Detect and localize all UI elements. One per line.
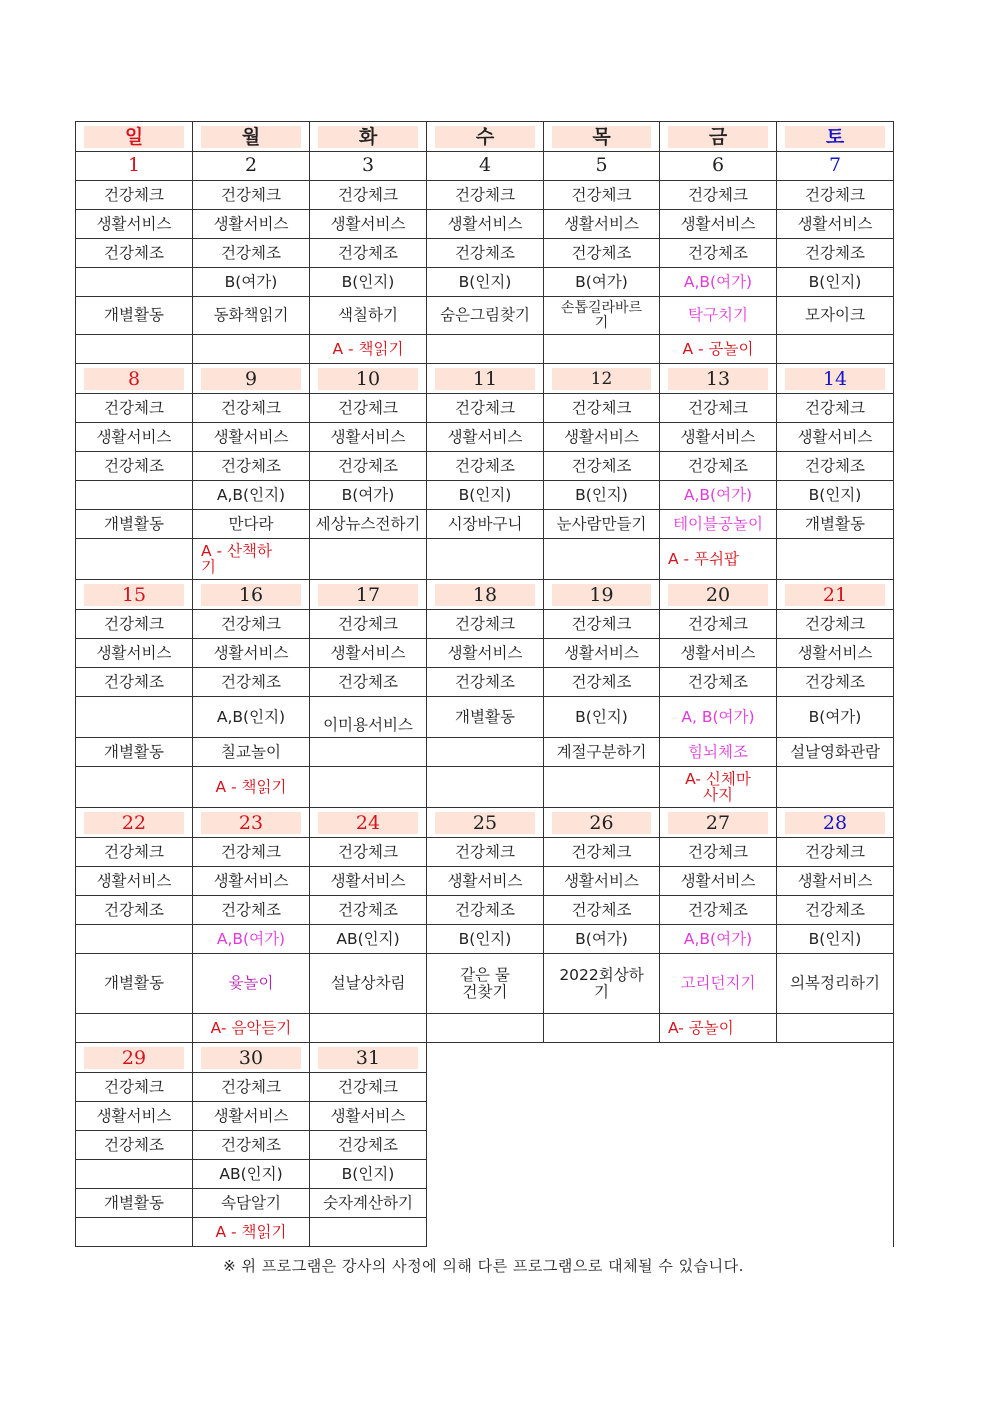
activity-cell: B(인지) — [427, 268, 544, 297]
activity-cell: 생활서비스 — [427, 210, 544, 239]
program-row — [76, 539, 894, 580]
date-cell: 13 — [660, 364, 777, 394]
activity-cell — [310, 738, 427, 767]
activity-cell: 생활서비스 — [193, 867, 310, 896]
activity-cell: 건강체조 — [660, 452, 777, 481]
program-cell: A- 공놀이 — [660, 1014, 777, 1043]
weekday-thu: 목 — [544, 122, 660, 152]
activity-cell: 건강체조 — [193, 452, 310, 481]
activity-cell: 건강체조 — [310, 239, 427, 268]
program-cell — [544, 1014, 660, 1043]
program-cell — [76, 767, 193, 808]
activity-row — [76, 510, 894, 539]
activity-cell: 생활서비스 — [777, 639, 894, 668]
activity-cell: B(인지) — [427, 925, 544, 954]
activity-row — [76, 610, 894, 639]
activity-row — [76, 668, 894, 697]
activity-cell: 생활서비스 — [427, 639, 544, 668]
activity-cell: 생활서비스 — [427, 423, 544, 452]
date-cell: 3 — [310, 152, 427, 181]
activity-cell: 건강체조 — [193, 1131, 310, 1160]
activity-cell: 건강체크 — [193, 838, 310, 867]
activity-cell: 개별활동 — [76, 1189, 193, 1218]
date-cell: 9 — [193, 364, 310, 394]
activity-cell: 건강체조 — [660, 896, 777, 925]
activity-cell: B(여가) — [544, 925, 660, 954]
activity-cell: 설날영화관람 — [777, 738, 894, 767]
activity-cell: 건강체크 — [777, 181, 894, 210]
activity-cell: 건강체조 — [193, 896, 310, 925]
date-cell: 10 — [310, 364, 427, 394]
program-cell — [193, 335, 310, 364]
program-cell — [310, 767, 427, 808]
activity-cell: 개별활동 — [76, 738, 193, 767]
activity-cell: 테이블공놀이 — [660, 510, 777, 539]
activity-cell: 건강체조 — [310, 668, 427, 697]
activity-cell: 건강체조 — [427, 452, 544, 481]
date-cell: 4 — [427, 152, 544, 181]
activity-cell: 건강체크 — [193, 181, 310, 210]
activity-cell: 건강체조 — [544, 452, 660, 481]
activity-cell: 생활서비스 — [544, 210, 660, 239]
date-cell: 22 — [76, 808, 193, 838]
activity-cell: 건강체크 — [660, 610, 777, 639]
date-row — [76, 808, 894, 838]
activity-cell — [76, 268, 193, 297]
activity-cell: A,B(여가) — [193, 925, 310, 954]
program-cell — [76, 335, 193, 364]
program-cell — [544, 767, 660, 808]
activity-row — [76, 268, 894, 297]
date-row — [76, 580, 894, 610]
activity-cell: 건강체크 — [310, 1073, 427, 1102]
date-cell: 30 — [193, 1043, 310, 1073]
date-cell: 14 — [777, 364, 894, 394]
program-cell — [777, 767, 894, 808]
program-cell — [777, 1014, 894, 1043]
activity-cell: 생활서비스 — [660, 639, 777, 668]
activity-cell: 생활서비스 — [777, 867, 894, 896]
activity-cell: 건강체크 — [544, 838, 660, 867]
activity-row — [76, 738, 894, 767]
activity-cell — [76, 1160, 193, 1189]
activity-cell: 건강체크 — [76, 394, 193, 423]
activity-cell: 생활서비스 — [660, 423, 777, 452]
activity-cell: 생활서비스 — [76, 639, 193, 668]
date-cell: 24 — [310, 808, 427, 838]
activity-cell: A,B(여가) — [660, 925, 777, 954]
activity-cell: B(인지) — [777, 268, 894, 297]
activity-cell: 생활서비스 — [427, 867, 544, 896]
activity-cell: 건강체크 — [76, 610, 193, 639]
activity-row — [76, 297, 894, 335]
date-cell: 27 — [660, 808, 777, 838]
activity-cell — [76, 925, 193, 954]
activity-row — [76, 423, 894, 452]
date-row — [76, 152, 894, 181]
activity-cell: AB(인지) — [193, 1160, 310, 1189]
activity-cell: B(인지) — [427, 481, 544, 510]
activity-cell: B(여가) — [544, 268, 660, 297]
activity-row — [76, 639, 894, 668]
activity-cell: 건강체크 — [310, 181, 427, 210]
program-cell — [427, 1014, 544, 1043]
program-cell: A- 음악듣기 — [193, 1014, 310, 1043]
date-cell: 21 — [777, 580, 894, 610]
activity-cell: 생활서비스 — [310, 1102, 427, 1131]
activity-cell: AB(인지) — [310, 925, 427, 954]
activity-row — [76, 452, 894, 481]
activity-cell: B(인지) — [310, 268, 427, 297]
activity-cell: 개별활동 — [427, 697, 544, 738]
program-cell — [310, 1014, 427, 1043]
program-cell — [310, 539, 427, 580]
calendar-table — [75, 121, 894, 1247]
activity-cell: 건강체조 — [310, 452, 427, 481]
activity-cell: 건강체조 — [427, 239, 544, 268]
activity-cell: 건강체조 — [660, 668, 777, 697]
activity-cell: 생활서비스 — [544, 867, 660, 896]
activity-cell: 건강체크 — [193, 610, 310, 639]
date-cell: 5 — [544, 152, 660, 181]
notice-text: ※ 위 프로그램은 강사의 사정에 의해 다른 프로그램으로 대체될 수 있습니다. — [223, 1257, 744, 1275]
activity-cell: 힘뇌체조 — [660, 738, 777, 767]
activity-cell: 칠교놀이 — [193, 738, 310, 767]
activity-row — [76, 697, 894, 738]
date-cell: 20 — [660, 580, 777, 610]
date-cell: 31 — [310, 1043, 427, 1073]
activity-cell: 생활서비스 — [777, 423, 894, 452]
date-row — [76, 1043, 894, 1073]
date-cell: 7 — [777, 152, 894, 181]
activity-cell: 생활서비스 — [76, 1102, 193, 1131]
activity-cell: 건강체크 — [76, 838, 193, 867]
activity-cell: 개별활동 — [76, 297, 193, 335]
activity-cell: 고리던지기 — [660, 954, 777, 1014]
activity-cell — [427, 738, 544, 767]
activity-cell: 건강체조 — [777, 668, 894, 697]
date-cell: 16 — [193, 580, 310, 610]
activity-cell: 건강체크 — [310, 838, 427, 867]
date-cell: 8 — [76, 364, 193, 394]
date-cell: 15 — [76, 580, 193, 610]
date-cell: 18 — [427, 580, 544, 610]
activity-cell: 건강체조 — [193, 668, 310, 697]
activity-cell: 건강체조 — [76, 239, 193, 268]
activity-cell: 건강체조 — [777, 452, 894, 481]
activity-cell: A,B(인지) — [193, 481, 310, 510]
activity-cell: 건강체크 — [544, 181, 660, 210]
weekday-sat: 토 — [777, 122, 894, 152]
program-cell — [427, 767, 544, 808]
activity-cell: 생활서비스 — [310, 639, 427, 668]
activity-cell: 손톱길라바르기 — [544, 297, 660, 335]
activity-cell: 건강체조 — [660, 239, 777, 268]
activity-cell: 건강체크 — [76, 1073, 193, 1102]
date-cell: 25 — [427, 808, 544, 838]
activity-cell: 생활서비스 — [310, 423, 427, 452]
activity-row — [76, 867, 894, 896]
program-cell: A - 푸쉬팝 — [660, 539, 777, 580]
activity-cell: 건강체크 — [427, 838, 544, 867]
activity-cell: 계절구분하기 — [544, 738, 660, 767]
activity-cell: 의복정리하기 — [777, 954, 894, 1014]
empty-area — [427, 1043, 894, 1247]
program-row — [76, 767, 894, 808]
program-cell — [310, 1218, 427, 1247]
activity-cell: 건강체크 — [777, 838, 894, 867]
date-row — [76, 364, 894, 394]
activity-cell: 생활서비스 — [193, 423, 310, 452]
program-cell — [76, 539, 193, 580]
activity-cell: 건강체크 — [660, 181, 777, 210]
activity-cell: 같은 물건찾기 — [427, 954, 544, 1014]
activity-cell: 탁구치기 — [660, 297, 777, 335]
weekday-wed: 수 — [427, 122, 544, 152]
program-cell — [777, 335, 894, 364]
weekday-sun: 일 — [76, 122, 193, 152]
date-cell: 6 — [660, 152, 777, 181]
activity-cell: 생활서비스 — [310, 867, 427, 896]
program-cell — [777, 539, 894, 580]
program-cell: A- 신체마사지 — [660, 767, 777, 808]
date-cell: 2 — [193, 152, 310, 181]
program-cell — [544, 539, 660, 580]
activity-row — [76, 838, 894, 867]
activity-cell: 생활서비스 — [193, 1102, 310, 1131]
activity-cell: 건강체조 — [193, 239, 310, 268]
program-cell: A - 산책하기 — [193, 539, 310, 580]
date-cell: 19 — [544, 580, 660, 610]
activity-cell: 건강체조 — [76, 668, 193, 697]
activity-cell: B(여가) — [193, 268, 310, 297]
program-cell — [76, 1014, 193, 1043]
activity-cell: B(인지) — [310, 1160, 427, 1189]
activity-cell: 모자이크 — [777, 297, 894, 335]
weekday-mon: 월 — [193, 122, 310, 152]
activity-cell: 윷놀이 — [193, 954, 310, 1014]
activity-cell: B(인지) — [777, 925, 894, 954]
activity-cell: 생활서비스 — [76, 423, 193, 452]
date-cell: 23 — [193, 808, 310, 838]
activity-cell: 설날상차림 — [310, 954, 427, 1014]
activity-cell: B(여가) — [777, 697, 894, 738]
program-cell — [76, 1218, 193, 1247]
activity-row — [76, 394, 894, 423]
activity-row — [76, 239, 894, 268]
activity-cell: 건강체크 — [427, 610, 544, 639]
activity-row — [76, 181, 894, 210]
activity-cell: 건강체크 — [544, 610, 660, 639]
activity-cell: 건강체크 — [310, 394, 427, 423]
activity-cell: 건강체조 — [427, 668, 544, 697]
program-cell: A - 책읽기 — [193, 767, 310, 808]
activity-cell: 건강체크 — [777, 610, 894, 639]
activity-cell: 생활서비스 — [544, 639, 660, 668]
activity-cell: 건강체크 — [777, 394, 894, 423]
activity-cell: 건강체크 — [660, 394, 777, 423]
activity-cell: 건강체크 — [427, 394, 544, 423]
program-cell — [544, 335, 660, 364]
weekday-header-row — [76, 122, 894, 152]
activity-cell: 개별활동 — [76, 954, 193, 1014]
activity-cell: 눈사람만들기 — [544, 510, 660, 539]
activity-row — [76, 210, 894, 239]
program-cell: A - 공놀이 — [660, 335, 777, 364]
activity-cell: B(인지) — [544, 697, 660, 738]
activity-cell: 생활서비스 — [660, 867, 777, 896]
activity-cell: 건강체크 — [193, 1073, 310, 1102]
activity-cell: 건강체조 — [310, 896, 427, 925]
activity-cell: 건강체조 — [544, 239, 660, 268]
activity-cell: 동화책읽기 — [193, 297, 310, 335]
activity-cell: 생활서비스 — [777, 210, 894, 239]
activity-cell: B(인지) — [777, 481, 894, 510]
activity-cell: 색칠하기 — [310, 297, 427, 335]
activity-cell: 생활서비스 — [310, 210, 427, 239]
date-cell: 26 — [544, 808, 660, 838]
activity-cell: 건강체조 — [777, 239, 894, 268]
activity-row — [76, 481, 894, 510]
date-cell: 11 — [427, 364, 544, 394]
activity-cell — [76, 697, 193, 738]
activity-cell: 시장바구니 — [427, 510, 544, 539]
activity-cell: 건강체조 — [76, 896, 193, 925]
activity-row — [76, 896, 894, 925]
activity-cell: 건강체크 — [76, 181, 193, 210]
activity-cell: 생활서비스 — [76, 867, 193, 896]
weekday-fri: 금 — [660, 122, 777, 152]
activity-cell: 생활서비스 — [660, 210, 777, 239]
activity-cell: 건강체조 — [76, 452, 193, 481]
activity-cell: 개별활동 — [76, 510, 193, 539]
activity-cell: 생활서비스 — [544, 423, 660, 452]
activity-cell: A,B(인지) — [193, 697, 310, 738]
activity-cell: 2022회상하기 — [544, 954, 660, 1014]
activity-cell: 만다라 — [193, 510, 310, 539]
activity-cell: 세상뉴스전하기 — [310, 510, 427, 539]
activity-row — [76, 954, 894, 1014]
activity-cell: 숫자계산하기 — [310, 1189, 427, 1218]
activity-cell: 생활서비스 — [193, 210, 310, 239]
activity-cell: 건강체조 — [544, 896, 660, 925]
activity-cell: 건강체조 — [777, 896, 894, 925]
activity-cell — [76, 481, 193, 510]
date-cell: 17 — [310, 580, 427, 610]
activity-cell: B(인지) — [544, 481, 660, 510]
date-cell: 29 — [76, 1043, 193, 1073]
program-cell: A - 책읽기 — [193, 1218, 310, 1247]
date-cell: 12 — [544, 364, 660, 394]
activity-cell: 생활서비스 — [76, 210, 193, 239]
activity-cell: A, B(여가) — [660, 697, 777, 738]
activity-cell: 건강체조 — [310, 1131, 427, 1160]
date-cell: 1 — [76, 152, 193, 181]
program-cell: A - 책읽기 — [310, 335, 427, 364]
activity-cell: 건강체조 — [427, 896, 544, 925]
program-cell — [427, 335, 544, 364]
program-cell — [427, 539, 544, 580]
activity-cell: A,B(여가) — [660, 268, 777, 297]
activity-cell: 건강체조 — [76, 1131, 193, 1160]
activity-cell: A,B(여가) — [660, 481, 777, 510]
activity-cell: 속담알기 — [193, 1189, 310, 1218]
activity-cell: 건강체조 — [544, 668, 660, 697]
activity-cell: 건강체크 — [310, 610, 427, 639]
activity-cell: 건강체크 — [544, 394, 660, 423]
weekday-tue: 화 — [310, 122, 427, 152]
activity-cell: 숨은그림찾기 — [427, 297, 544, 335]
activity-row — [76, 925, 894, 954]
date-cell: 28 — [777, 808, 894, 838]
activity-cell: 개별활동 — [777, 510, 894, 539]
activity-cell: B(여가) — [310, 481, 427, 510]
activity-cell: 건강체크 — [427, 181, 544, 210]
activity-cell: 생활서비스 — [193, 639, 310, 668]
activity-cell: 건강체크 — [193, 394, 310, 423]
program-row — [76, 1014, 894, 1043]
activity-cell: 이미용서비스 — [310, 697, 427, 738]
program-row — [76, 335, 894, 364]
activity-cell: 건강체크 — [660, 838, 777, 867]
